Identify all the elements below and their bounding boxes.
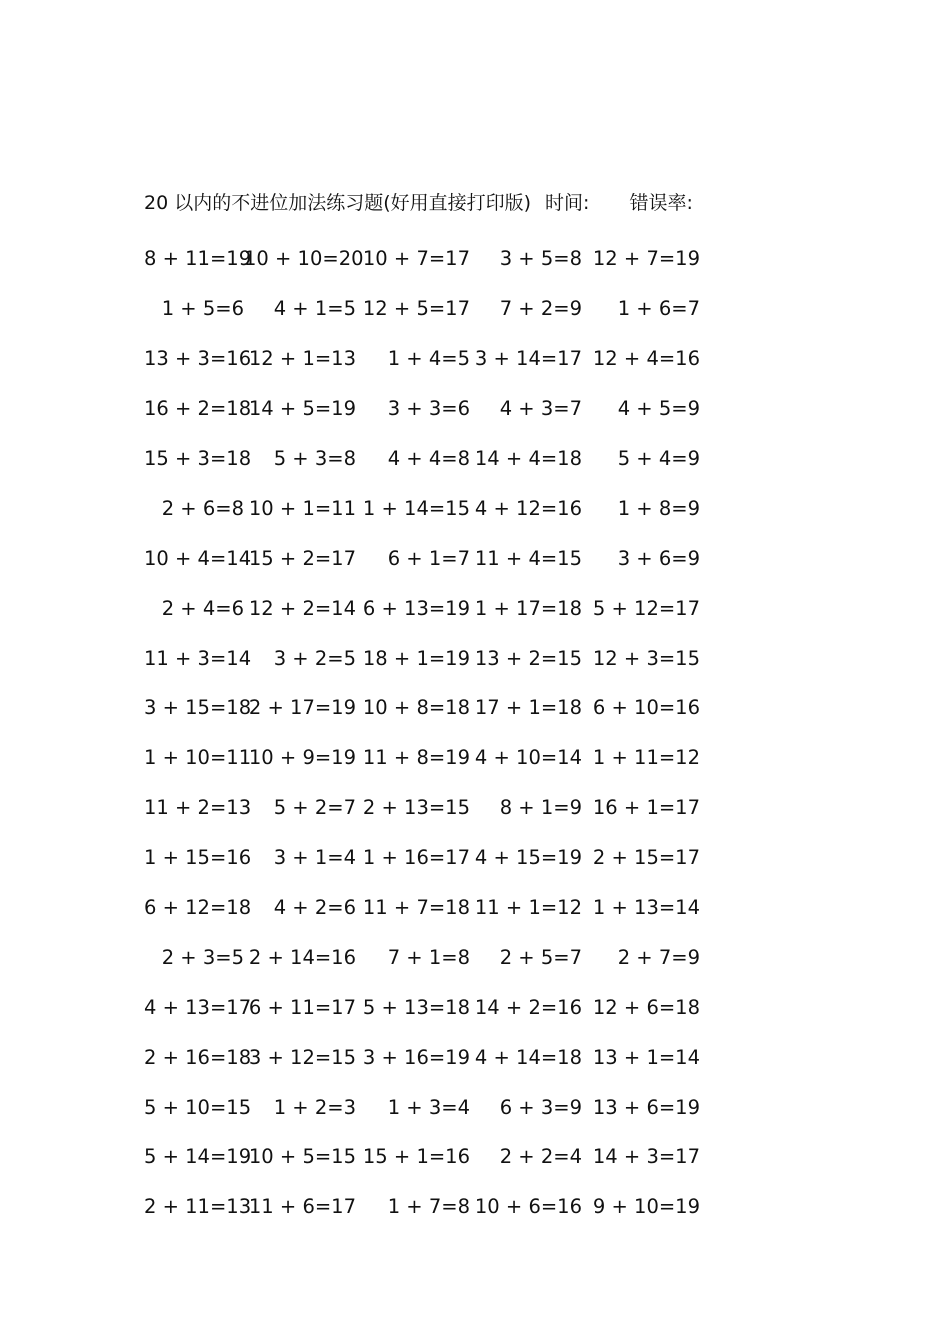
addition-problem: 7 + 1=8 — [387, 945, 470, 969]
addition-problem: 2 + 15=17 — [592, 846, 700, 870]
problem-row — [144, 1032, 724, 1082]
addition-problem: 10 + 9=19 — [248, 746, 356, 770]
addition-problem: 12 + 1=13 — [248, 347, 356, 371]
addition-problem: 11 + 8=19 — [362, 746, 470, 770]
addition-problem: 13 + 2=15 — [474, 646, 582, 670]
addition-problem: 13 + 3=16 — [144, 347, 252, 371]
addition-problem: 10 + 1=11 — [248, 496, 356, 520]
addition-problem: 6 + 10=16 — [592, 696, 700, 720]
addition-problem: 11 + 4=15 — [474, 546, 582, 570]
addition-problem: 3 + 12=15 — [248, 1045, 356, 1069]
addition-problem: 6 + 13=19 — [362, 596, 470, 620]
addition-problem: 10 + 4=14 — [144, 546, 252, 570]
problem-row — [144, 833, 724, 883]
problem-row — [144, 234, 724, 284]
addition-problem: 5 + 4=9 — [617, 447, 700, 470]
addition-problem: 10 + 5=15 — [248, 1145, 356, 1169]
addition-problem: 3 + 5=8 — [499, 247, 582, 271]
addition-problem: 2 + 11=13 — [144, 1195, 252, 1219]
addition-problem: 4 + 10=14 — [474, 746, 582, 770]
addition-problem: 2 + 16=18 — [144, 1045, 252, 1069]
addition-problem: 12 + 2=14 — [248, 596, 356, 620]
addition-problem: 14 + 5=19 — [248, 397, 356, 421]
addition-problem: 2 + 7=9 — [617, 945, 700, 969]
addition-problem: 5 + 13=18 — [362, 995, 470, 1019]
addition-problem: 12 + 6=18 — [592, 995, 700, 1019]
addition-problem: 4 + 13=17 — [144, 995, 252, 1019]
addition-problem: 11 + 2=13 — [144, 796, 252, 820]
addition-problem: 14 + 3=17 — [592, 1145, 700, 1169]
addition-problem: 2 + 2=4 — [499, 1145, 582, 1169]
addition-problem: 1 + 5=6 — [161, 297, 244, 321]
addition-problem: 11 + 3=14 — [144, 646, 252, 670]
addition-problem: 1 + 4=5 — [387, 347, 470, 371]
addition-problem: 10 + 7=17 — [362, 247, 470, 271]
addition-problem: 1 + 2=3 — [273, 1095, 356, 1119]
addition-problem: 6 + 3=9 — [499, 1095, 582, 1119]
addition-problem: 10 + 10=20 — [244, 247, 364, 271]
addition-problem: 1 + 6=7 — [617, 297, 700, 321]
worksheet-title: 20 以内的不进位加法练习题(好用直接打印版) — [144, 191, 532, 214]
problem-row — [144, 533, 724, 583]
problem-row — [144, 284, 724, 334]
addition-problem: 7 + 2=9 — [499, 297, 582, 321]
addition-problem: 2 + 6=8 — [161, 496, 244, 520]
addition-problem: 9 + 10=19 — [592, 1195, 700, 1219]
problem-grid — [144, 234, 724, 1232]
problem-row — [144, 1132, 724, 1182]
problem-row — [144, 483, 724, 533]
addition-problem: 11 + 6=17 — [248, 1195, 356, 1219]
addition-problem: 4 + 15=19 — [474, 846, 582, 870]
addition-problem: 16 + 2=18 — [144, 397, 252, 421]
addition-problem: 12 + 4=16 — [592, 347, 700, 371]
time-label: 时间: — [545, 191, 590, 214]
addition-problem: 11 + 7=18 — [362, 896, 470, 920]
problem-row — [144, 982, 724, 1032]
addition-problem: 16 + 1=17 — [592, 796, 700, 820]
addition-problem: 5 + 14=19 — [144, 1145, 252, 1169]
addition-problem: 15 + 2=17 — [248, 546, 356, 570]
addition-problem: 1 + 3=4 — [387, 1095, 470, 1119]
addition-problem: 12 + 7=19 — [592, 247, 700, 271]
addition-problem: 1 + 14=15 — [362, 496, 470, 520]
addition-problem: 3 + 6=9 — [617, 546, 700, 570]
addition-problem: 14 + 4=18 — [474, 447, 582, 470]
error-rate-label: 错误率: — [629, 191, 693, 214]
addition-problem: 4 + 4=8 — [387, 447, 470, 470]
addition-problem: 3 + 14=17 — [474, 347, 582, 371]
addition-problem: 1 + 11=12 — [592, 746, 700, 770]
addition-problem: 4 + 5=9 — [617, 397, 700, 421]
addition-problem: 3 + 2=5 — [273, 646, 356, 670]
addition-problem: 2 + 4=6 — [161, 596, 244, 620]
problem-row — [144, 384, 724, 434]
addition-problem: 1 + 15=16 — [144, 846, 252, 870]
worksheet-header — [144, 186, 693, 216]
addition-problem: 1 + 7=8 — [387, 1195, 470, 1219]
addition-problem: 2 + 3=5 — [161, 945, 244, 969]
addition-problem: 12 + 3=15 — [592, 646, 700, 670]
addition-problem: 12 + 5=17 — [362, 297, 470, 321]
addition-problem: 2 + 5=7 — [499, 945, 582, 969]
addition-problem: 8 + 11=19 — [144, 247, 252, 271]
problem-row — [144, 334, 724, 384]
problem-row — [144, 733, 724, 783]
addition-problem: 1 + 8=9 — [617, 496, 700, 520]
addition-problem: 13 + 1=14 — [592, 1045, 700, 1069]
addition-problem: 3 + 3=6 — [387, 397, 470, 421]
problem-row — [144, 633, 724, 683]
addition-problem: 2 + 13=15 — [362, 796, 470, 820]
addition-problem: 11 + 1=12 — [474, 896, 582, 920]
addition-problem: 4 + 12=16 — [474, 496, 582, 520]
addition-problem: 1 + 17=18 — [474, 596, 582, 620]
addition-problem: 1 + 10=11 — [144, 746, 252, 770]
addition-problem: 3 + 16=19 — [362, 1045, 470, 1069]
addition-problem: 6 + 1=7 — [387, 546, 470, 570]
addition-problem: 4 + 14=18 — [474, 1045, 582, 1069]
addition-problem: 6 + 11=17 — [248, 995, 356, 1019]
addition-problem: 18 + 1=19 — [362, 646, 470, 670]
addition-problem: 13 + 6=19 — [592, 1095, 700, 1119]
addition-problem: 4 + 3=7 — [499, 397, 582, 421]
addition-problem: 1 + 16=17 — [362, 846, 470, 870]
problem-row — [144, 583, 724, 633]
problem-row — [144, 883, 724, 933]
addition-problem: 10 + 8=18 — [362, 696, 470, 720]
addition-problem: 15 + 3=18 — [144, 447, 252, 470]
addition-problem: 10 + 6=16 — [474, 1195, 582, 1219]
addition-problem: 4 + 1=5 — [273, 297, 356, 321]
addition-problem: 5 + 3=8 — [273, 447, 356, 470]
problem-row — [144, 683, 724, 733]
addition-problem: 2 + 14=16 — [248, 945, 356, 969]
addition-problem: 2 + 17=19 — [248, 696, 356, 720]
addition-problem: 3 + 1=4 — [273, 846, 356, 870]
addition-problem: 3 + 15=18 — [144, 696, 252, 720]
problem-row — [144, 932, 724, 982]
problem-row — [144, 1182, 724, 1232]
addition-problem: 17 + 1=18 — [474, 696, 582, 720]
addition-problem: 8 + 1=9 — [499, 796, 582, 820]
addition-problem: 15 + 1=16 — [362, 1145, 470, 1169]
addition-problem: 1 + 13=14 — [592, 896, 700, 920]
addition-problem: 14 + 2=16 — [474, 995, 582, 1019]
problem-row — [144, 434, 724, 484]
problem-row — [144, 783, 724, 833]
addition-problem: 4 + 2=6 — [273, 896, 356, 920]
problem-row — [144, 1082, 724, 1132]
addition-problem: 6 + 12=18 — [144, 896, 252, 920]
addition-problem: 5 + 12=17 — [592, 596, 700, 620]
addition-problem: 5 + 10=15 — [144, 1095, 252, 1119]
addition-problem: 5 + 2=7 — [273, 796, 356, 820]
